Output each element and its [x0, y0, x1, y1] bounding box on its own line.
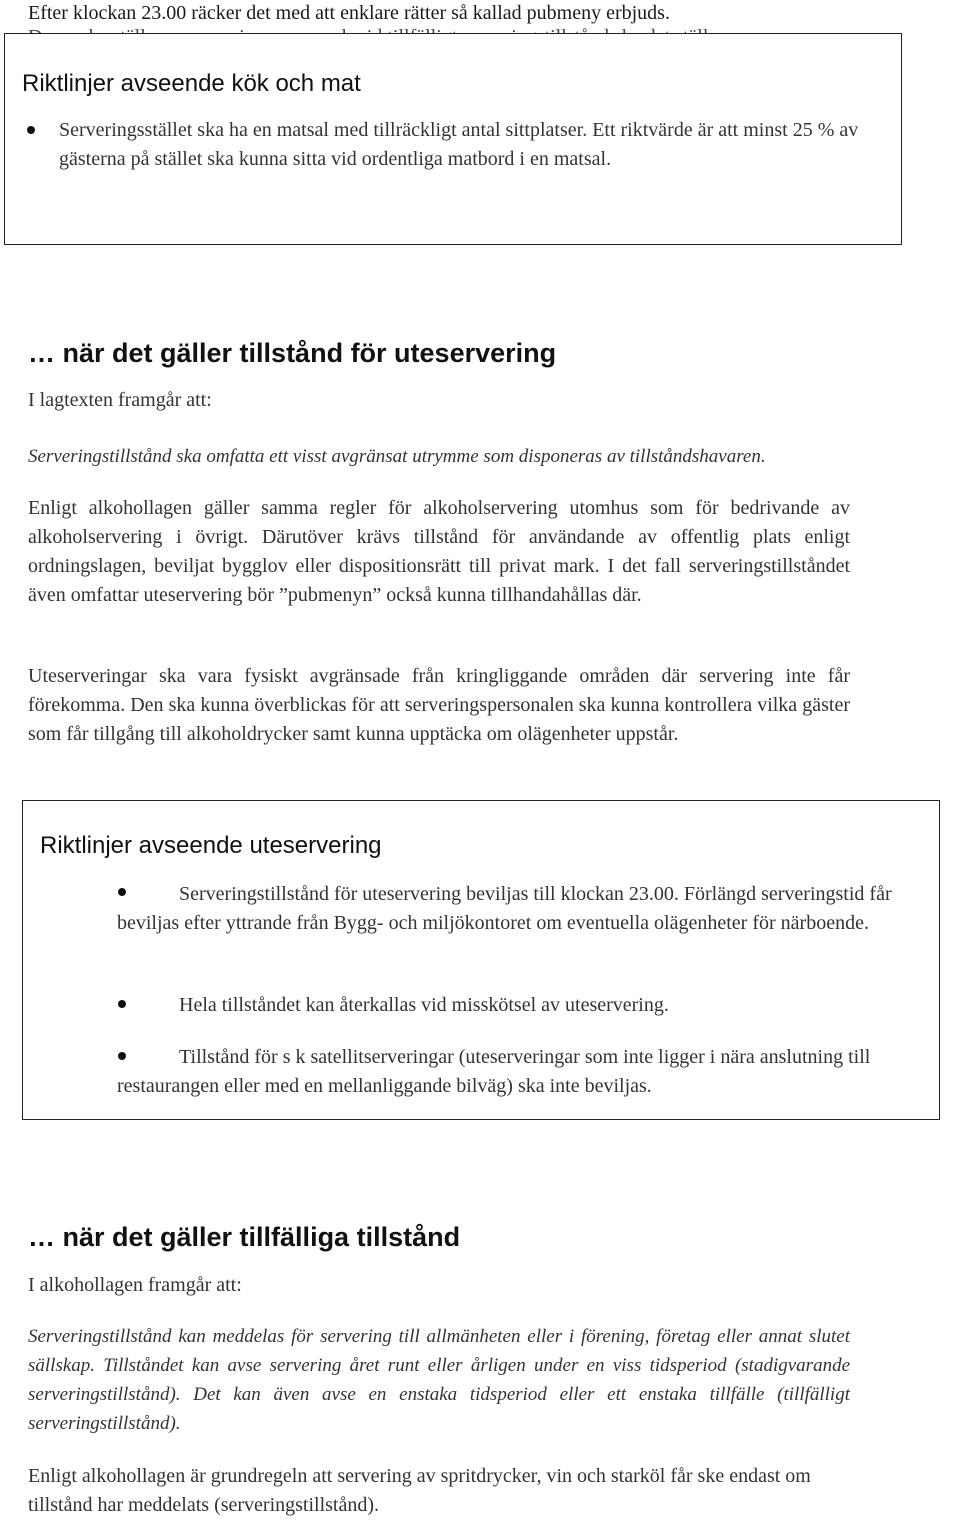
bullet-icon [27, 126, 35, 134]
guideline-box-outdoor [22, 800, 940, 1120]
box-title: Riktlinjer avseende kök och mat [22, 70, 361, 97]
box-title: Riktlinjer avseende uteservering [40, 832, 382, 859]
law-quote: Serveringstillstånd ska omfatta ett visst avgränsat utrymme som disponeras av tillståndshavaren. [28, 446, 766, 467]
section-heading: … när det gäller tillstånd för uteservering [28, 338, 557, 368]
section-heading: … när det gäller tillfälliga tillstånd [28, 1222, 461, 1252]
paragraph: Enligt alkohollagen är grundregeln att servering av spritdrycker, vin och starköl får ske endast om tillstånd har meddelats (serveringstillstånd). [28, 1465, 811, 1516]
guideline-box-food [4, 33, 902, 245]
guideline-text: Serveringsstället ska ha en matsal med tillräckligt antal sittplatser. Ett riktvärde är att minst 25 % av gästerna på stället ska kunna sitta vid ordentliga matbord i en matsal. [59, 119, 859, 170]
section-intro: I lagtexten framgår att: [28, 389, 212, 411]
intro-text-line: Efter klockan 23.00 räcker det med att enklare rätter så kallad pubmeny erbjuds. [28, 2, 670, 24]
section-intro: I alkohollagen framgår att: [28, 1274, 242, 1296]
law-quote: Serveringstillstånd kan meddelas för servering till allmänheten eller i förening, företag eller annat slutet sällskap. Tillståndet kan avse servering året runt eller årligen under en viss tidsperiod (stadigvarande serveringstillstånd). Det kan även avse en enstaka tidsperiod eller ett enstaka tillfälle (tillfälligt serveringstillstånd). [28, 1326, 850, 1434]
paragraph: Enligt alkohollagen gäller samma regler för alkoholservering utomhus som för bedrivande av alkoholservering i övrigt. Därutöver krävs tillstånd för användande av offentlig plats enligt ordningslagen, beviljat bygglov eller dispositionsrätt till privat mark. I det fall serveringstillståndet även omfattar uteservering bör ”pubmenyn” också kunna tillhandahållas där. [28, 497, 850, 606]
guideline-text: Tillstånd för s k satellitserveringar (uteserveringar som inte ligger i nära anslutning till restaurangen eller med en mellanliggande bilväg) ska inte beviljas. [117, 1046, 871, 1097]
guideline-text: Hela tillståndet kan återkallas vid misskötsel av uteservering. [179, 994, 669, 1016]
paragraph: Uteserveringar ska vara fysiskt avgränsade från kringliggande områden där servering inte får förekomma. Den ska kunna överblickas för att serveringspersonalen ska kunna kontrollera vilka gäster som får tillgång till alkoholdrycker samt kunna upptäcka om olägenheter uppstår. [28, 665, 850, 745]
guideline-text: Serveringstillstånd för uteservering beviljas till klockan 23.00. Förlängd serveringstid får beviljas efter yttrande från Bygg- och miljökontoret om eventuella olägenheter för närboende. [117, 883, 892, 934]
